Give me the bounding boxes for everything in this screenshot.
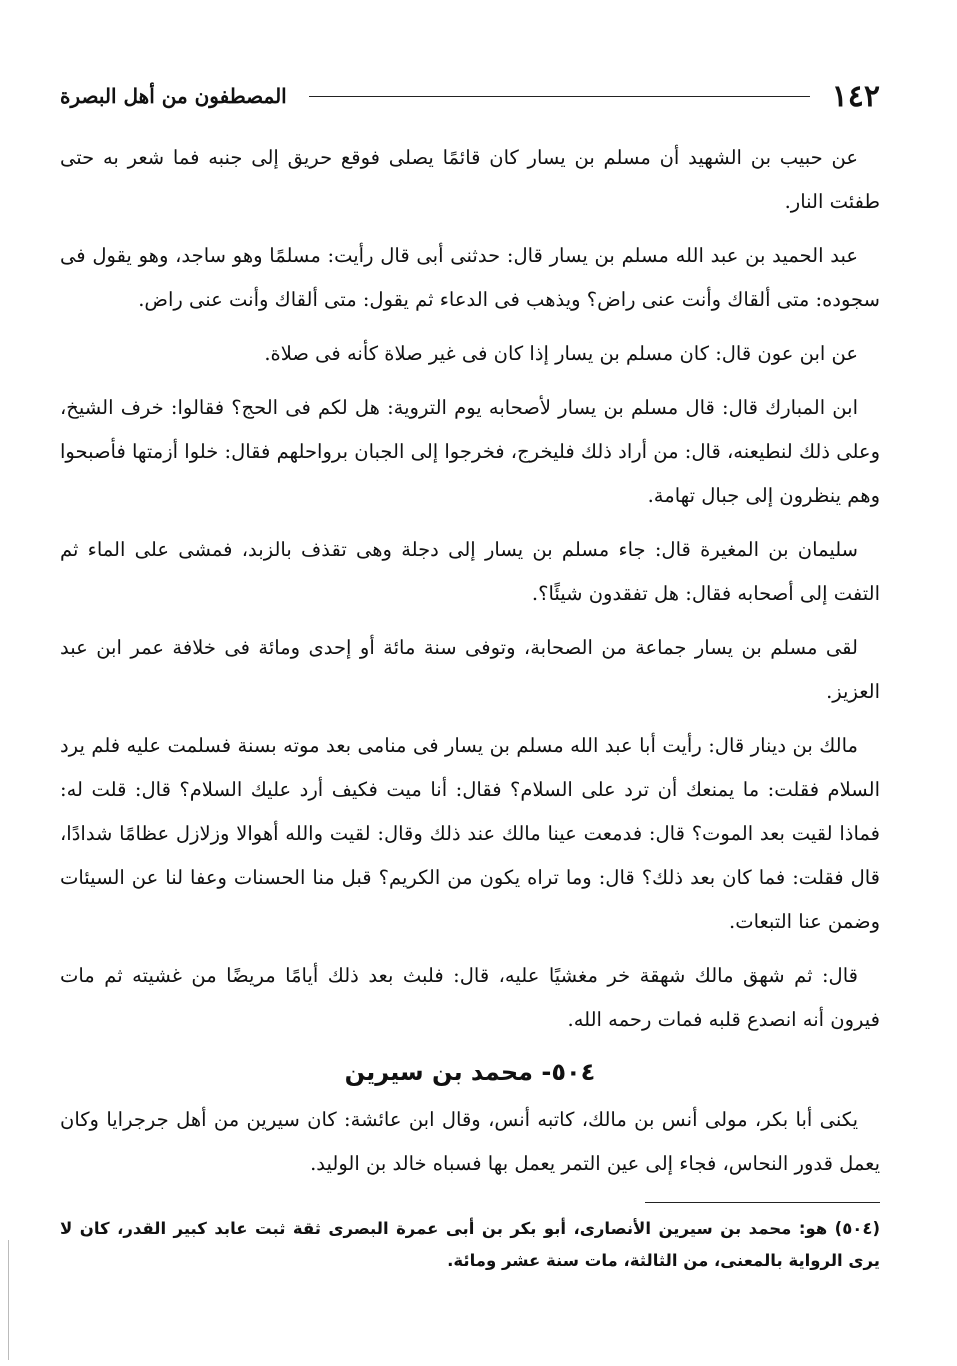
- paragraph: يكنى أبا بكر، مولى أنس بن مالك، كاتبه أنس، وقال ابن عائشة: كان سيرين من أهل جرجرايا وكان يعمل قدور النحاس، فجاء إلى عين التمر يعمل بها فسباه خالد بن الوليد.: [60, 1108, 880, 1175]
- paragraph: قال: ثم شهق مالك شهقة خر مغشيًا عليه، قال: فلبث بعد ذلك أيامًا مريضًا من غشيته ثم مات فيرون أنه انصدع قلبه فمات رحمه الله.: [60, 964, 880, 1031]
- footnote: (٥٠٤) هو: محمد بن سيرين الأنصارى، أبو بكر بن أبى عمرة البصرى ثقة ثبت عابد كبير القدر، كان لا يرى الرواية بالمعنى، من الثالثة، مات سنة عشر ومائة.: [60, 1219, 880, 1270]
- paragraph: مالك بن دينار قال: رأيت أبا عبد الله مسلم بن يسار فى منامى بعد موته بسنة فسلمت عليه فلم يرد السلام فقلت: ما يمنعك أن ترد على السلام؟ فقال: أنا ميت فكيف أرد عليك السلام؟ قال: قلت له: فماذا لقيت بعد الموت؟ قال: فدمعت عينا مالك عند ذلك وقال: لقيت والله أهوالا وزلازل عظامًا شدادًا، قال فقلت: فما كان بعد ذلك؟ قال: وما تراه يكون من الكريم؟ قبل منا الحسنات وعفا لنا عن السيئات وضمن عنا التبعات.: [60, 734, 880, 933]
- footnote-rule: [645, 1202, 880, 1203]
- paragraph: لقى مسلم بن يسار جماعة من الصحابة، وتوفى سنة مائة أو إحدى ومائة فى خلافة عمر ابن عبد العزيز.: [60, 636, 880, 703]
- paragraph: ابن المبارك قال: قال مسلم بن يسار لأصحابه يوم التروية: هل لكم فى الحج؟ فقالوا: خرف الشيخ، وعلى ذلك لنطيعنه، قال: من أراد ذلك فليخرج، فخرجوا إلى الجبان برواحلهم فقال: خلوا أزمتها فأصبحوا وهم ينظرون إلى جبال تهامة.: [60, 396, 880, 507]
- section-heading: ٥٠٤- محمد بن سيرين: [344, 1058, 596, 1086]
- margin-scan-line: [8, 1240, 9, 1360]
- page-number: ١٤٢: [831, 78, 880, 114]
- paragraph: عن ابن عون قال: كان مسلم بن يسار إذا كان فى غير صلاة كأنه فى صلاة.: [264, 342, 858, 365]
- header-rule: [309, 96, 810, 97]
- body-text: [60, 136, 880, 1186]
- paragraph: سليمان بن المغيرة قال: جاء مسلم بن يسار إلى دجلة وهى تقذف بالزبد، فمشى على الماء ثم التفت إلى أصحابه فقال: هل تفقدون شيئًا؟.: [60, 538, 880, 605]
- paragraph: عن حبيب بن الشهيد أن مسلم بن يسار كان قائمًا يصلى فوقع حريق إلى جنبه فما شعر به حتى طفئت النار.: [60, 146, 880, 213]
- page-header: [60, 70, 880, 122]
- document-page: [60, 70, 880, 1330]
- paragraph: عبد الحميد بن عبد الله مسلم بن يسار قال: حدثنى أبى قال رأيت: مسلمًا وهو ساجد، وهو يقول فى سجوده: متى ألقاك وأنت عنى راض؟ ويذهب فى الدعاء ثم يقول: متى ألقاك وأنت عنى راض.: [60, 244, 880, 311]
- running-title: المصطفون من أهل البصرة: [60, 84, 287, 108]
